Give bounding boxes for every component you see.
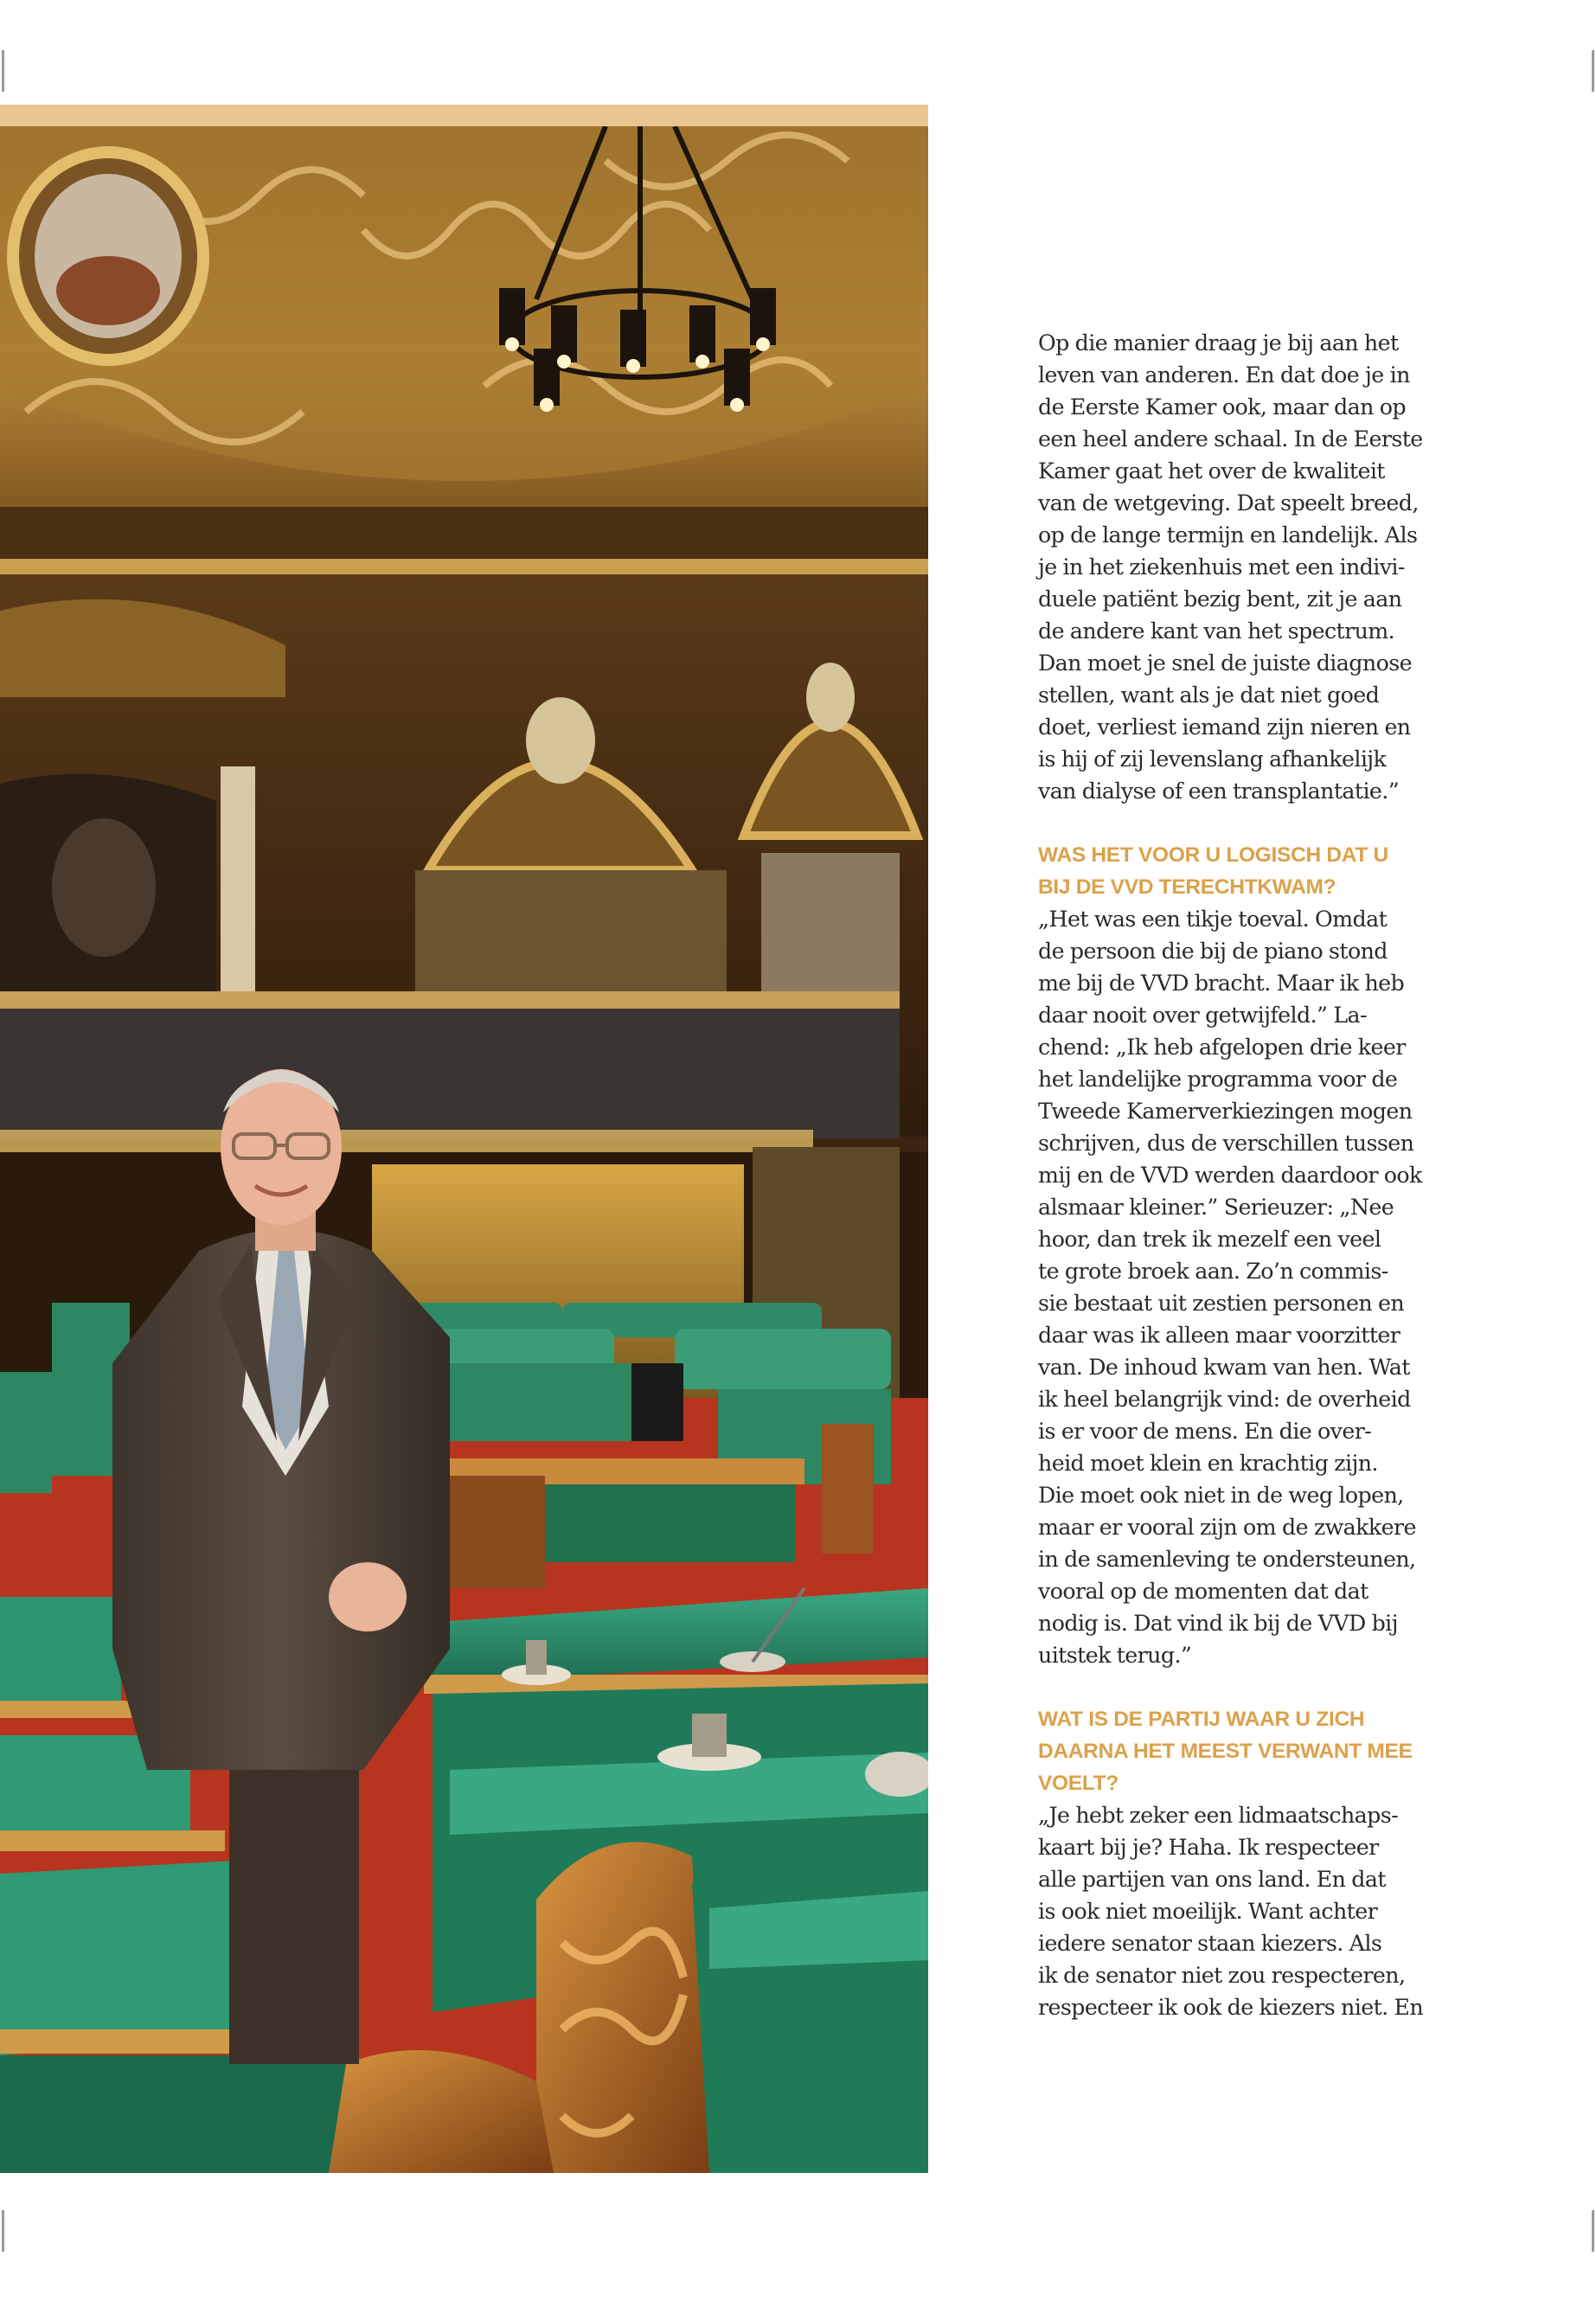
- question-heading-1: WAS HET VOOR U LOGISCH DAT U BIJ DE VVD TERECHTKWAM?: [1038, 843, 1388, 899]
- crop-mark-top-right: [1592, 50, 1594, 92]
- question-heading-2: WAT IS DE PARTIJ WAAR U ZICH DAARNA HET MEEST VERWANT MEE VOELT?: [1038, 1708, 1413, 1795]
- article-column: [1038, 327, 1445, 2023]
- answer-paragraph-1: „Het was een tikje toeval. Omdat de persoon die bij de piano stond me bij de VVD bracht. Maar ik heb daar nooit over getwijfeld.” La- chend: „Ik heb afgelopen drie keer het landelijke programma voor de Tweede Kamerverkiezingen mogen schrijven, dus de verschillen tussen mij en de VVD werden daardoor ook alsmaar kleiner.” Serieuzer: „Nee hoor, dan trek ik mezelf een veel te grote broek aan. Zo’n commis- sie bestaat uit zestien personen en daar was ik alleen maar voorzitter van. De inhoud kwam van hen. Wat ik heel belangrijk vind: de overheid is er voor de mens. En die over- heid moet klein en krachtig zijn. Die moet ook niet in de weg lopen, maar er vooral zijn om de zwakkere in de samenleving te ondersteunen, vooral op de momenten dat dat nodig is. Dat vind ik bij de VVD bij uitstek terug.”: [1038, 907, 1422, 1668]
- crop-mark-bottom-left: [2, 2210, 4, 2252]
- crop-mark-bottom-right: [1592, 2210, 1594, 2252]
- chamber-photo: [0, 126, 928, 2173]
- answer-paragraph-2: „Je hebt zeker een lidmaatschaps- kaart bij je? Haha. Ik respecteer alle partijen van ons land. En dat is ook niet moeilijk. Want achter iedere senator staan kiezers. Als ik de senator niet zou respecteren, respecteer ik ook de kiezers niet. En: [1038, 1803, 1424, 2020]
- photo-top-band: [0, 105, 928, 126]
- intro-paragraph: Op die manier draag je bij aan het leven van anderen. En dat doe je in de Eerste Kamer ook, maar dan op een heel andere schaal. In de Eerste Kamer gaat het over de kwaliteit van de wetgeving. Dat speelt breed, op de lange termijn en landelijk. Als je in het ziekenhuis met een indivi- duele patiënt bezig bent, zit je aan de andere kant van het spectrum. Dan moet je snel de juiste diagnose stellen, want als je dat niet goed doet, verliest iemand zijn nieren en is hij of zij levenslang afhankelijk van dialyse of een transplantatie.”: [1038, 330, 1423, 804]
- crop-mark-top-left: [2, 50, 4, 92]
